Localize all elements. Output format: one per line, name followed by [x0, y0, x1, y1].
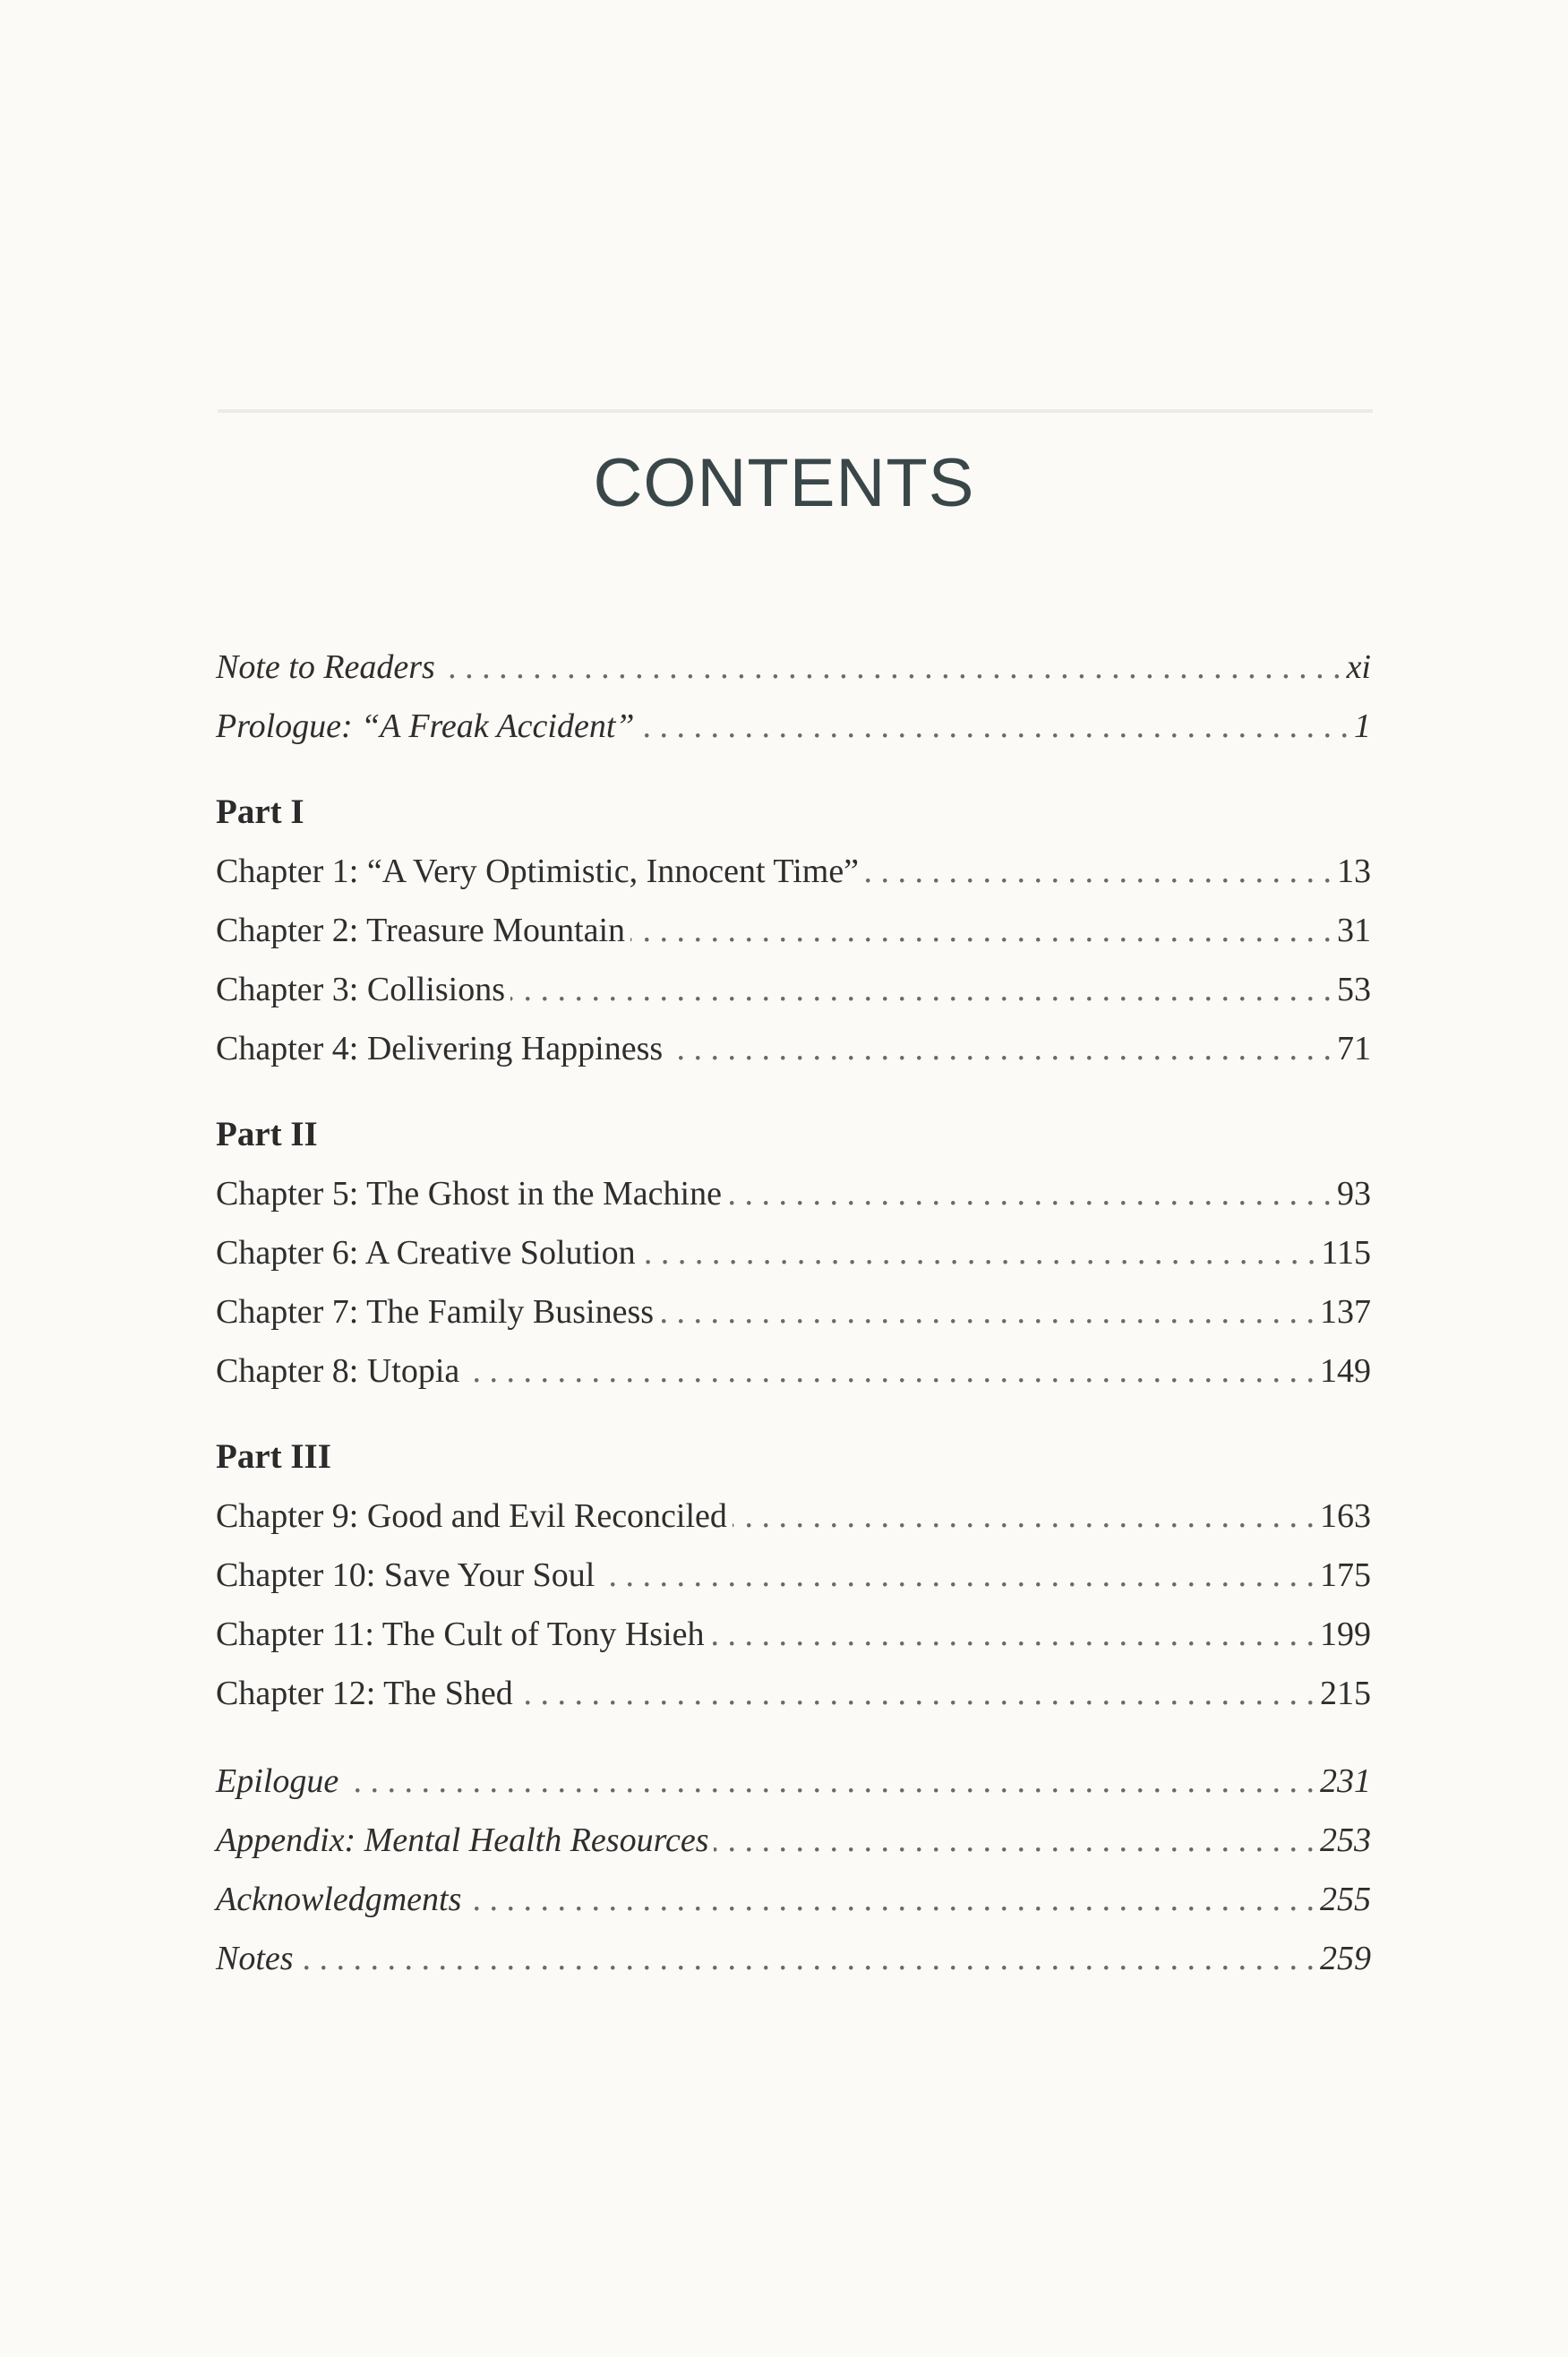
toc-entry-label: Chapter 8: Utopia — [216, 1352, 460, 1390]
dot-leader — [299, 1929, 1315, 1988]
toc-entry-chapter-11[interactable] — [216, 1605, 1371, 1664]
toc-entry-chapter-2[interactable] — [216, 901, 1371, 960]
toc-entry-chapter-9[interactable] — [216, 1487, 1371, 1546]
part-heading-2: Part II — [216, 1115, 318, 1153]
dot-leader — [733, 1487, 1315, 1546]
toc-entry-notes[interactable] — [216, 1929, 1371, 1988]
toc-entry-label: Chapter 11: The Cult of Tony Hsieh — [216, 1616, 705, 1653]
dot-leader — [641, 1223, 1316, 1282]
toc-entry-page: 163 — [1320, 1497, 1371, 1535]
toc-entry-label: Note to Readers — [216, 648, 435, 686]
toc-entry-label: Appendix: Mental Health Resources — [216, 1821, 709, 1859]
toc-entry-page: 259 — [1320, 1940, 1371, 1977]
toc-entry-prologue[interactable] — [216, 697, 1371, 756]
dot-leader — [709, 1605, 1315, 1664]
toc-entry-label: Chapter 7: The Family Business — [216, 1293, 655, 1331]
toc-entry-chapter-3[interactable] — [216, 960, 1371, 1019]
dot-leader — [600, 1546, 1315, 1605]
toc-entry-chapter-5[interactable] — [216, 1164, 1371, 1223]
toc-entry-label: Prologue: “A Freak Accident” — [216, 707, 635, 745]
toc-entry-page: 93 — [1337, 1175, 1371, 1213]
toc-entry-chapter-12[interactable] — [216, 1664, 1371, 1723]
dot-leader — [630, 901, 1332, 960]
toc-entry-label: Chapter 12: The Shed — [216, 1675, 513, 1712]
toc-entry-chapter-7[interactable] — [216, 1282, 1371, 1341]
page-title: CONTENTS — [593, 445, 975, 521]
toc-entry-label: Chapter 1: “A Very Optimistic, Innocent Time” — [216, 853, 860, 890]
toc-entry-note-to-readers[interactable] — [216, 638, 1371, 697]
toc-entry-label: Acknowledgments — [216, 1881, 462, 1918]
dot-leader — [640, 697, 1349, 756]
toc-entry-label: Notes — [216, 1940, 294, 1977]
toc-entry-page: 149 — [1320, 1352, 1371, 1390]
toc-entry-page: 175 — [1320, 1556, 1371, 1594]
dot-leader — [518, 1664, 1315, 1723]
toc-entry-label: Chapter 5: The Ghost in the Machine — [216, 1175, 722, 1213]
toc-entry-label: Chapter 2: Treasure Mountain — [216, 912, 626, 949]
toc-entry-acknowledgments[interactable] — [216, 1870, 1371, 1929]
toc-entry-label: Epilogue — [216, 1762, 339, 1800]
dot-leader — [441, 638, 1341, 697]
toc-entry-appendix[interactable] — [216, 1811, 1371, 1870]
toc-entry-epilogue[interactable] — [216, 1752, 1371, 1811]
dot-leader — [714, 1811, 1315, 1870]
toc-entry-chapter-1[interactable] — [216, 842, 1371, 901]
dot-leader — [344, 1752, 1315, 1811]
toc-entry-page: 253 — [1320, 1821, 1371, 1859]
toc-entry-label: Chapter 9: Good and Evil Reconciled — [216, 1497, 727, 1535]
dot-leader — [467, 1870, 1315, 1929]
toc-entry-page: 53 — [1337, 971, 1371, 1008]
table-of-contents — [216, 638, 1371, 1988]
toc-entry-label: Chapter 4: Delivering Happiness — [216, 1030, 664, 1067]
toc-entry-chapter-6[interactable] — [216, 1223, 1371, 1282]
toc-entry-page: 71 — [1337, 1030, 1371, 1067]
toc-entry-page: 215 — [1320, 1675, 1371, 1712]
toc-entry-page: xi — [1346, 648, 1371, 686]
toc-entry-chapter-4[interactable] — [216, 1019, 1371, 1078]
toc-entry-label: Chapter 6: A Creative Solution — [216, 1234, 636, 1272]
toc-entry-page: 115 — [1321, 1234, 1371, 1272]
dot-leader — [727, 1164, 1332, 1223]
dot-leader — [668, 1019, 1332, 1078]
part-heading-3: Part III — [216, 1437, 331, 1476]
dot-leader — [510, 960, 1332, 1019]
top-rule — [218, 409, 1373, 413]
part-heading-1: Part I — [216, 793, 304, 831]
toc-entry-label: Chapter 10: Save Your Soul — [216, 1556, 595, 1594]
dot-leader — [864, 842, 1332, 901]
toc-entry-page: 137 — [1320, 1293, 1371, 1331]
toc-entry-chapter-8[interactable] — [216, 1341, 1371, 1401]
toc-entry-page: 199 — [1320, 1616, 1371, 1653]
toc-entry-page: 31 — [1337, 912, 1371, 949]
dot-leader — [465, 1341, 1315, 1401]
toc-entry-label: Chapter 3: Collisions — [216, 971, 505, 1008]
toc-entry-page: 13 — [1337, 853, 1371, 890]
toc-entry-chapter-10[interactable] — [216, 1546, 1371, 1605]
toc-entry-page: 1 — [1354, 707, 1371, 745]
dot-leader — [659, 1282, 1315, 1341]
toc-entry-page: 255 — [1320, 1881, 1371, 1918]
toc-entry-page: 231 — [1320, 1762, 1371, 1800]
